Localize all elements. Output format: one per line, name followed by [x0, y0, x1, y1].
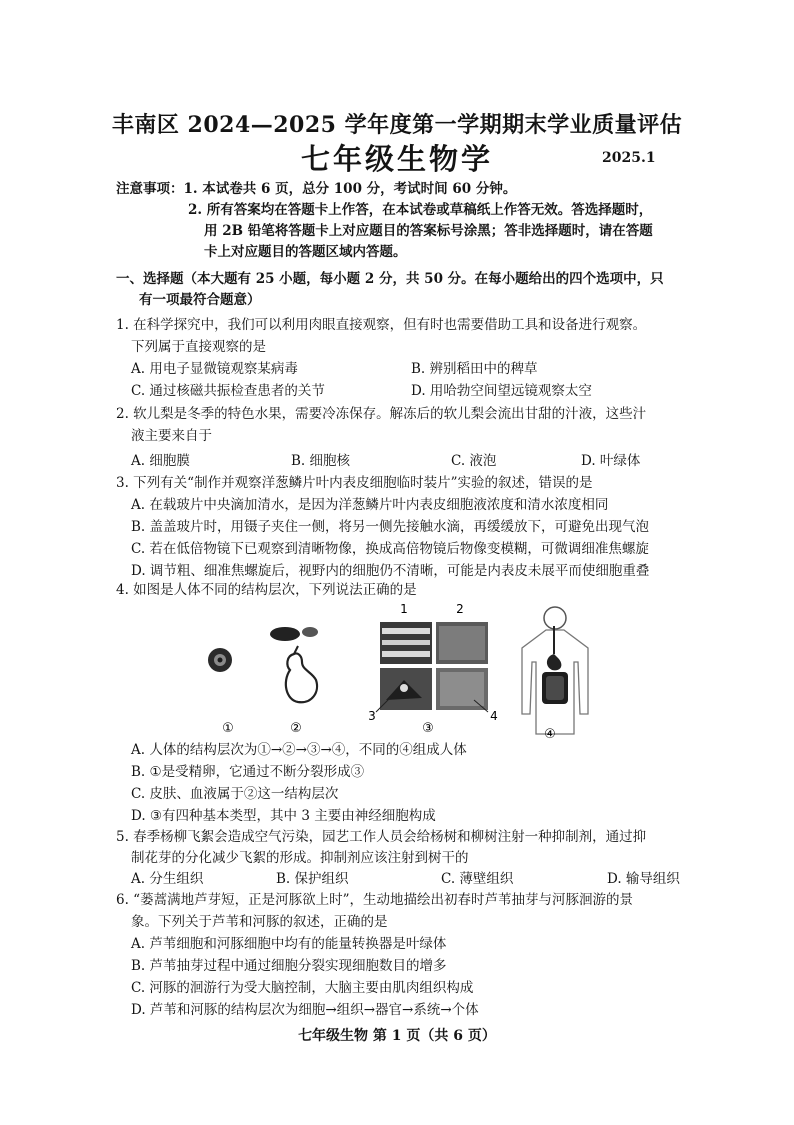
note-2-line-3: 卡上对应题目的答题区域内答题。: [204, 244, 407, 260]
q4-option-c: C. 皮肤、血液属于②这一结构层次: [131, 786, 339, 802]
figure-label-2: ②: [290, 721, 302, 736]
q1-option-d: D. 用哈勃空间望远镜观察太空: [411, 383, 592, 399]
q2-option-a: A. 细胞膜: [131, 453, 190, 469]
note-2-line-2: 用 2B 铅笔将答题卡上对应题目的答案标号涂黑；答非选择题时，请在答题: [204, 223, 653, 239]
q2-option-d: D. 叶绿体: [581, 453, 641, 469]
q5-option-a: A. 分生组织: [131, 871, 204, 887]
figure-cell-icon: [208, 648, 232, 672]
figure-label-1: ①: [222, 721, 234, 736]
section-heading-line-1: 一、选择题（本大题有 25 小题，每小题 2 分，共 50 分。在每小题给出的四个选项中，只: [116, 271, 664, 287]
q1-stem-line-1: 1. 在科学探究中，我们可以利用肉眼直接观察，但有时也需要借助工具和设备进行观察。: [116, 317, 647, 333]
tissue-label-4: 4: [490, 709, 498, 723]
q6-option-a: A. 芦苇细胞和河豚细胞中均有的能量转换器是叶绿体: [131, 936, 447, 952]
section-heading-line-2: 有一项最符合题意）: [139, 292, 261, 308]
q3-option-b: B. 盖盖玻片时，用镊子夹住一侧，将另一侧先接触水滴，再缓缓放下，可避免出现气泡: [131, 519, 650, 535]
notes-block: [116, 180, 516, 198]
notes-label: 注意事项：: [116, 181, 184, 197]
tissue-label-2: 2: [456, 602, 464, 616]
q2-stem-line-1: 2. 软儿梨是冬季的特色水果，需要冷冻保存。解冻后的软儿梨会流出甘甜的汁液，这些汁: [116, 406, 647, 422]
q5-option-d: D. 输导组织: [607, 871, 680, 887]
tissue-label-1: 1: [400, 602, 408, 616]
q6-option-c: C. 河豚的洄游行为受大脑控制，大脑主要由肌肉组织构成: [131, 980, 474, 996]
subject-title: 七年级生物学: [300, 142, 493, 176]
figure-label-4: ④: [544, 727, 556, 742]
q4-option-d: D. ③有四种基本类型，其中 3 主要由神经细胞构成: [131, 808, 436, 824]
exam-title: 丰南区 2024—2025 学年度第一学期期末学业质量评估: [111, 112, 683, 138]
q1-option-a: A. 用电子显微镜观察某病毒: [131, 361, 298, 377]
q6-stem-line-2: 象。下列关于芦苇和河豚的叙述，正确的是: [131, 914, 388, 930]
q4-stem: 4. 如图是人体不同的结构层次，下列说法正确的是: [116, 582, 417, 598]
q1-option-b: B. 辨别稻田中的稗草: [411, 361, 538, 377]
tissue-label-3: 3: [368, 709, 376, 723]
q2-option-c: C. 液泡: [451, 453, 497, 469]
q5-stem-line-2: 制花芽的分化减少飞絮的形成。抑制剂应该注射到树干的: [131, 850, 469, 866]
figure-label-3: ③: [422, 721, 434, 736]
note-2-line-1: 2. 所有答案均在答题卡上作答，在本试卷或草稿纸上作答无效。答选择题时，: [188, 202, 653, 218]
q2-stem-line-2: 液主要来自于: [131, 428, 212, 444]
q3-stem: 3. 下列有关“制作并观察洋葱鳞片叶内表皮细胞临时装片”实验的叙述，错误的是: [116, 475, 593, 491]
figure-human-body-icon: [522, 607, 588, 734]
q4-option-a: A. 人体的结构层次为①→②→③→④，不同的④组成人体: [131, 742, 467, 758]
q1-option-c: C. 通过核磁共振检查患者的关节: [131, 383, 325, 399]
note-1: 1. 本试卷共 6 页，总分 100 分，考试时间 60 分钟。: [183, 181, 517, 197]
q4-figure: [190, 596, 630, 742]
q6-option-d: D. 芦苇和河豚的结构层次为细胞→组织→器官→系统→个体: [131, 1002, 479, 1018]
q5-option-c: C. 薄壁组织: [441, 871, 514, 887]
q6-option-b: B. 芦苇抽芽过程中通过细胞分裂实现细胞数目的增多: [131, 958, 447, 974]
q3-option-c: C. 若在低倍物镜下已观察到清晰物像，换成高倍物镜后物像变模糊，可微调细准焦螺旋: [131, 541, 649, 557]
q3-option-d: D. 调节粗、细准焦螺旋后，视野内的细胞仍不清晰，可能是内表皮未展平而使细胞重叠: [131, 563, 650, 579]
q2-option-b: B. 细胞核: [291, 453, 351, 469]
q5-option-b: B. 保护组织: [276, 871, 349, 887]
q5-stem-line-1: 5. 春季杨柳飞絮会造成空气污染，园艺工作人员会给杨树和柳树注射一种抑制剂，通过抑: [116, 829, 647, 845]
figure-stomach-icon: [270, 627, 318, 702]
exam-date: 2025.1: [602, 150, 656, 166]
q3-option-a: A. 在载玻片中央滴加清水，是因为洋葱鳞片叶内表皮细胞液浓度和清水浓度相同: [131, 497, 609, 513]
q1-stem-line-2: 下列属于直接观察的是: [131, 339, 266, 355]
q6-stem-line-1: 6. “蒌蒿满地芦芽短，正是河豚欲上时”，生动地描绘出初春时芦苇抽芽与河豚洄游的景: [116, 892, 633, 908]
page-footer: 七年级生物 第 1 页（共 6 页）: [298, 1028, 496, 1044]
q4-option-b: B. ①是受精卵，它通过不断分裂形成③: [131, 764, 365, 780]
figure-tissues-icon: [368, 602, 498, 723]
